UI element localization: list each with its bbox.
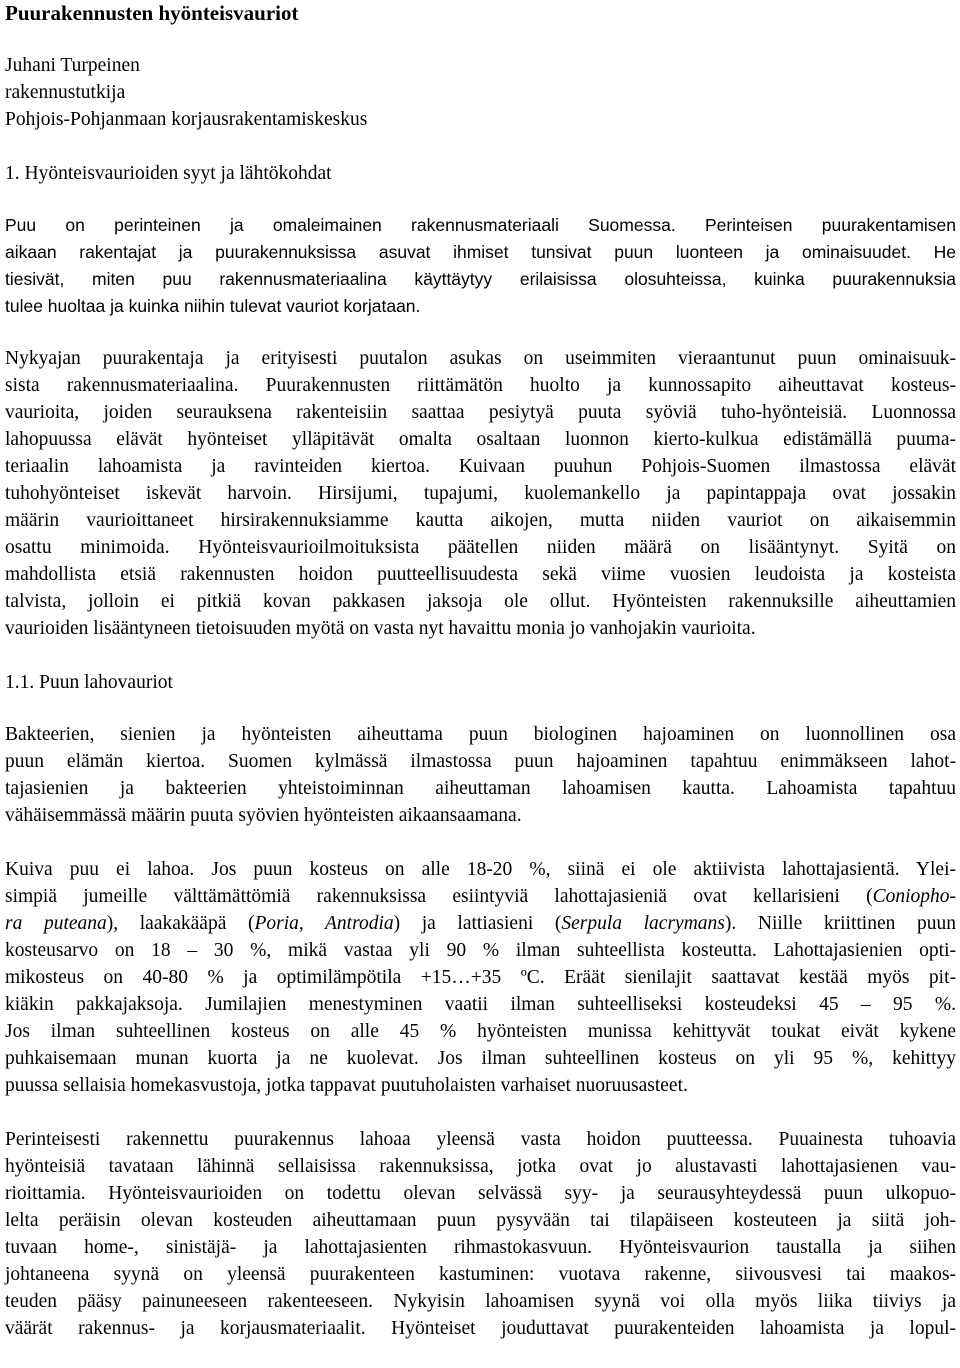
paragraph-decay xyxy=(5,721,956,829)
text-line: vaurioita, joiden seurauksena rakenteisiin saattaa pesiytyä puuta syöviä tuho-hyönteisiä. Luonnossa xyxy=(5,402,956,423)
text-line xyxy=(5,910,956,937)
text-line: talvista, jolloin ei pitkiä kovan pakkasen jaksoja ole ollut. Hyönteisten rakennuksille aiheuttamien xyxy=(5,591,956,612)
text-line: teuden pääsy painuneeseen rakenteeseen. Nykyisin lahoamisen syynä voi olla myös liika tiiviys ja xyxy=(5,1291,956,1312)
text-span: simpiä jumeille välttämättömiä rakennuksissa esiintyviä lahottajasieniä ovat kellarisieni ( xyxy=(5,886,873,907)
text-line: määrin vaurioittaneet hirsirakennuksiamme kautta aikojen, mutta niiden vauriot on aikaisemmin xyxy=(5,510,956,531)
author-name: Juhani Turpeinen xyxy=(5,55,140,76)
text-line: mikosteus on 40-80 % ja optimilämpötila +15…+35 ºC. Eräät sienilajit saattavat kestää myös pit- xyxy=(5,967,956,988)
paragraph-intro xyxy=(5,212,956,320)
text-line: mahdollista etsiä rakennusten hoidon puutteellisuudesta sekä viime vuosien leudoista ja kosteista xyxy=(5,564,956,585)
text-line: puun elämän kiertoa. Suomen kylmässä ilmastossa puun hajoaminen tapahtuu enimmäkseen lahot- xyxy=(5,751,956,772)
section-heading-1-1: 1.1. Puun lahovauriot xyxy=(5,672,173,693)
text-line: Jos ilman suhteellinen kosteus on alle 45 % hyönteisten munissa kehittyvät toukat eivät kykene xyxy=(5,1021,956,1042)
text-line: Nykyajan puurakentaja ja erityisesti puutalon asukas on useimmiten vieraantunut puun ominaisuuk- xyxy=(5,348,956,369)
author-organization: Pohjois-Pohjanmaan korjausrakentamiskeskus xyxy=(5,109,368,130)
paragraph-modern-builders xyxy=(5,345,956,642)
text-line: puussa sellaisia homekasvustoja, jotka tappavat puutuholaisten varhaiset nuoruusasteet. xyxy=(5,1075,688,1096)
species-name: Serpula lacrymans xyxy=(561,913,725,934)
text-line: tuhohyönteiset iskevät harvoin. Hirsijumi, tupajumi, kuolemankello ja papintappaja ovat jossakin xyxy=(5,483,956,504)
text-line: johtaneena syynä on yleensä puurakenteen kastuminen: vuotava rakenne, siivousvesi tai maakos- xyxy=(5,1264,956,1285)
document-page xyxy=(5,0,956,1342)
text-span: ) ja lattiasieni ( xyxy=(393,913,562,934)
paragraph-traditional xyxy=(5,1126,956,1342)
text-line: lahopuussa elävät hyönteiset ylläpitävät omalta osaltaan luonnon kierto-kulkua edistämällä puuma- xyxy=(5,429,956,450)
text-line: lelta peräisin olevan kosteuden aiheuttamaan puun pysyvään tai tilapäiseen kosteuteen ja siitä joh- xyxy=(5,1210,956,1231)
text-line: kiäkin pakkajaksoja. Jumilajien menestyminen vaatii ilman suhteelliseksi kosteudeksi 45 – 95 %. xyxy=(5,994,956,1015)
text-line: puhkaisemaan munan kuorta ja ne kuolevat. Jos ilman suhteellinen kosteus on yli 95 %, kehittyy xyxy=(5,1048,956,1069)
text-line: tuvaan home-, sinistäjä- ja lahottajasienten rihmastokasvuun. Hyönteisvaurion taustalla ja siihen xyxy=(5,1237,956,1258)
text-span: ), laakakääpä ( xyxy=(106,913,255,934)
text-line: Bakteerien, sienien ja hyönteisten aiheuttama puun biologinen hajoaminen on luonnollinen osa xyxy=(5,724,956,745)
text-line: Kuiva puu ei lahoa. Jos puun kosteus on alle 18-20 %, siinä ei ole aktiivista lahottajasientä. Ylei- xyxy=(5,859,956,880)
text-line: tajasienien ja bakteerien yhteistoiminnan aiheuttaman lahoamisen kautta. Lahoamista tapahtuu xyxy=(5,778,956,799)
text-line: osattu minimoida. Hyönteisvaurioilmoituksista päätellen niiden määrä on lisääntynyt. Syitä on xyxy=(5,537,956,558)
text-line: väärät rakennus- ja korjausmateriaalit. Hyönteiset jouduttavat puurakenteiden lahoamista ja lopul- xyxy=(5,1318,956,1339)
text-line: hyönteisiä tavataan lähinnä sellaisissa rakennuksissa, jotka ovat jo alustavasti lahottajasienen vau- xyxy=(5,1156,956,1177)
text-span: ). Niille kriittinen puun xyxy=(724,913,956,934)
text-line: kosteusarvo on 18 – 30 %, mikä vastaa yli 90 % ilman suhteellista kosteutta. Lahottajasienien opti- xyxy=(5,940,956,961)
text-line: rioittamia. Hyönteisvaurioiden on todettu olevan selvässä syy- ja seurausyhteydessä puun ulkopuo- xyxy=(5,1183,956,1204)
text-line: tiesivät, miten puu rakennusmateriaalina käyttäytyy erilaisissa olosuhteissa, kuinka puurakennuksia xyxy=(5,269,956,289)
text-line: vaurioiden lisääntyneen tietoisuuden myötä on vasta nyt havaittu monia jo vanhojakin vaurioita. xyxy=(5,618,756,639)
author-role: rakennustutkija xyxy=(5,82,126,103)
text-line: Perinteisesti rakennettu puurakennus lahoaa yleensä vasta hoidon puutteessa. Puuainesta tuhoavia xyxy=(5,1129,956,1150)
species-name: Poria, Antrodia xyxy=(254,913,394,934)
species-name: ra puteana xyxy=(5,913,107,934)
text-line: sista rakennusmateriaalina. Puurakennusten riittämätön huolto ja kunnossapito aiheuttavat kosteus- xyxy=(5,375,956,396)
text-line: vähäisemmässä määrin puuta syövien hyönteisten aikaansaamana. xyxy=(5,805,522,826)
author-block xyxy=(5,52,956,133)
species-name: Coniopho- xyxy=(872,886,956,907)
text-line: teriaalin lahoamista ja ravinteiden kiertoa. Kuivaan puuhun Pohjois-Suomen ilmastossa elävät xyxy=(5,456,956,477)
document-title: Puurakennusten hyönteisvauriot xyxy=(5,1,299,25)
text-line xyxy=(5,883,956,910)
text-line: tulee huoltaa ja kuinka niihin tulevat vauriot korjataan. xyxy=(5,296,421,316)
text-line: Puu on perinteinen ja omaleimainen rakennusmateriaali Suomessa. Perinteisen puurakentamisen xyxy=(5,215,956,235)
section-heading-1: 1. Hyönteisvaurioiden syyt ja lähtökohdat xyxy=(5,163,332,184)
paragraph-moisture xyxy=(5,856,956,1099)
text-line: aikaan rakentajat ja puurakennuksissa asuvat ihmiset tunsivat puun luonteen ja ominaisuudet. He xyxy=(5,242,956,262)
